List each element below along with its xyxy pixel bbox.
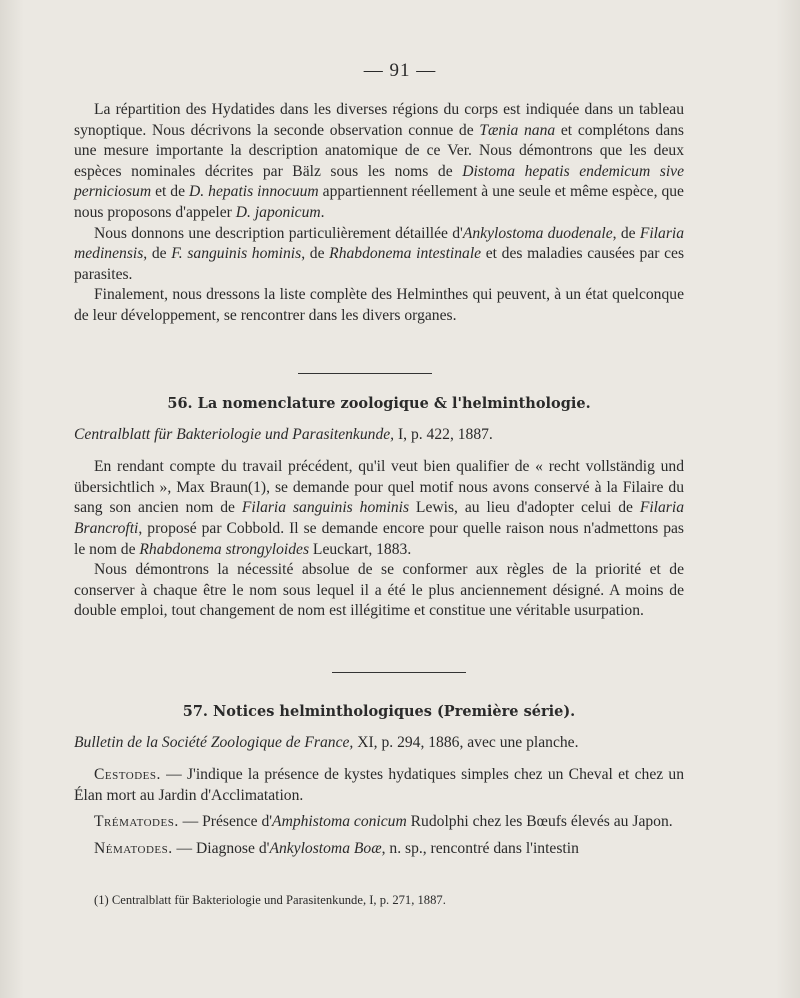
section-divider [298,373,432,374]
intro-paragraph-2: Nous donnons une description particulièrement détaillée d'Ankylostoma duodenale, de Filaria medinensis, de F. sanguinis hominis, de Rhabdonema intestinale et des maladies causées par ces parasites. [74,224,685,283]
section-divider [332,672,466,673]
intro-text [74,100,684,327]
nematodes-paragraph: Nématodes. — Diagnose d'Ankylostoma Boæ, n. sp., rencontré dans l'intestin [94,839,579,857]
section-57 [74,702,684,860]
section-56-heading: 56. La nomenclature zoologique & l'helminthologie. [167,395,591,412]
page-number: — 91 — [363,60,437,81]
section-56-source: Centralblatt für Bakteriologie und Parasitenkunde, I, p. 422, 1887. [74,425,493,443]
intro-paragraph-3: Finalement, nous dressons la liste complète des Helminthes qui peuvent, à un état quelconque de leur développement, se rencontrer dans les divers organes. [74,286,684,324]
section-56-paragraph-1: En rendant compte du travail précédent, qu'il veut bien qualifier de « recht vollständig und übersichtlich », Max Braun(1), se demande pour quel motif nous avons conservé à la Filaire du sang son ancien nom de Filaria sanguinis hominis Lewis, au lieu d'adopter celui de Filaria Brancrofti, proposé par Cobbold. Il se demande encore pour quelle raison nous n'admettons pas le nom de Rhabdonema strongyloides Leuckart, 1883. [74,458,684,558]
section-56 [74,394,684,622]
intro-paragraph-1: La répartition des Hydatides dans les diverses régions du corps est indiquée dans un tableau synoptique. Nous décrivons la seconde observation connue de Tænia nana et complétons dans une mesure importante la description anatomique de ce Ver. Nous démontrons que les deux espèces nominales décrites par Bälz sous les noms de Distoma hepatis endemicum sive perniciosum et de D. hepatis innocuum appartiennent réellement à une seule et même espèce, que nous proposons d'appeler D. japonicum. [74,101,684,221]
footnote: (1) Centralblatt für Bakteriologie und Parasitenkunde, I, p. 271, 1887. [94,893,446,907]
section-57-source: Bulletin de la Société Zoologique de France, XI, p. 294, 1886, avec une planche. [74,733,579,751]
section-56-paragraph-2: Nous démontrons la nécessité absolue de se conformer aux règles de la priorité et de conserver à chaque être le nom sous lequel il a été le plus anciennement désigné. A moins de double emploi, tout changement de nom est illégitime et constitue une véritable usurpation. [74,561,684,620]
footnote-ref[interactable]: (1) [247,478,267,496]
trematodes-paragraph: Trématodes. — Présence d'Amphistoma conicum Rudolphi chez les Bœufs élevés au Japon. [94,813,673,831]
cestodes-paragraph: Cestodes. — J'indique la présence de kystes hydatiques simples chez un Cheval et chez un Élan mort au Jardin d'Acclimatation. [74,766,684,804]
section-57-heading: 57. Notices helminthologiques (Première série). [182,703,576,720]
